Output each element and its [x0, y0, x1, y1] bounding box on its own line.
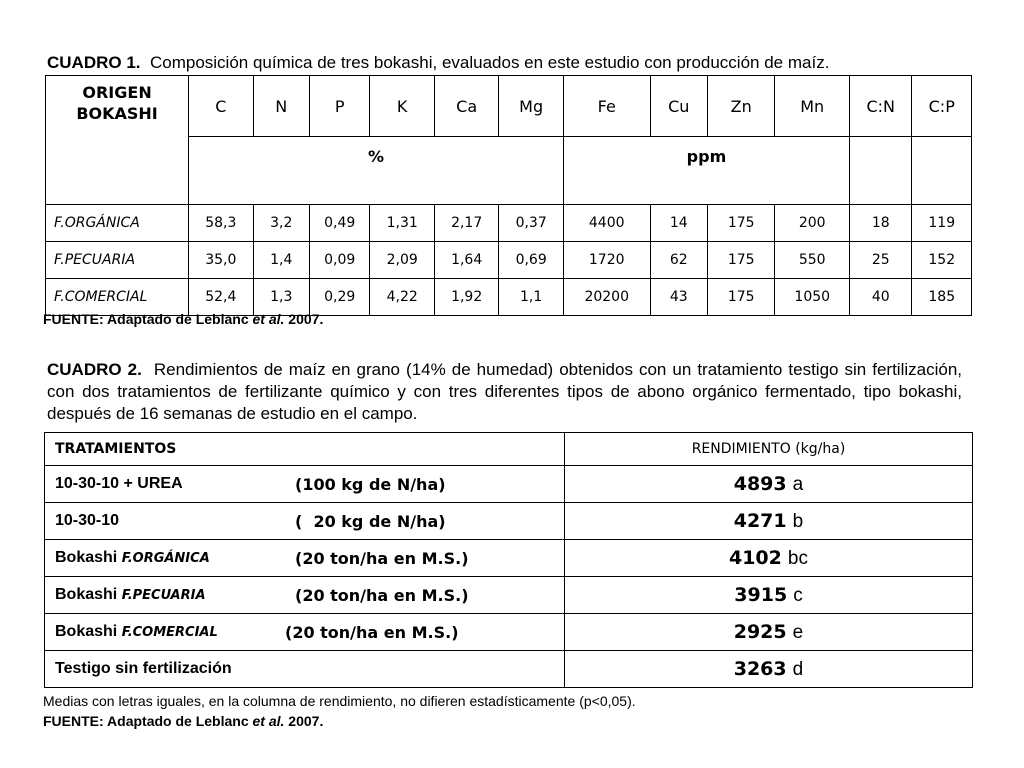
col-header: Zn — [707, 76, 775, 137]
cell: 1,3 — [253, 279, 309, 316]
cell: 175 — [707, 205, 775, 242]
yield-cell: 4102 bc — [565, 540, 973, 577]
cell: 2,17 — [434, 205, 498, 242]
row-name: F.ORGÁNICA — [46, 205, 189, 242]
cell: 0,37 — [499, 205, 563, 242]
row-name: F.COMERCIAL — [46, 279, 189, 316]
col-header: Ca — [434, 76, 498, 137]
col-header: N — [253, 76, 309, 137]
col-header: C — [189, 76, 253, 137]
cell: 0,49 — [309, 205, 369, 242]
cell: 0,29 — [309, 279, 369, 316]
cell: 119 — [912, 205, 972, 242]
cell: 1,4 — [253, 242, 309, 279]
treatment-cell: 10-30-10 + UREA (100 kg de N/ha) — [45, 466, 565, 503]
cell: 40 — [850, 279, 912, 316]
table-row — [46, 242, 972, 279]
table-row — [46, 279, 972, 316]
yield-cell: 4893 a — [565, 466, 973, 503]
cuadro1-label: CUADRO 1. — [47, 53, 141, 72]
col-header: Mn — [775, 76, 850, 137]
table-row — [45, 614, 973, 651]
cuadro1-title: Composición química de tres bokashi, evaluados en este estudio con producción de maíz. — [149, 53, 830, 72]
cell: 43 — [650, 279, 707, 316]
cuadro2-title: Rendimientos de maíz en grano (14% de humedad) obtenidos con un tratamiento testigo sin fertilización, con dos tratamientos de fertilizante químico y con tres diferentes tipos de abono orgánico fermentado, tipo bokashi, después de 16 semanas de estudio en el campo. — [47, 360, 963, 423]
treatment-cell: Testigo sin fertilización — [45, 651, 565, 688]
cell: 152 — [912, 242, 972, 279]
cuadro1-header-row — [46, 76, 972, 137]
cell: 1050 — [775, 279, 850, 316]
treatment-cell: Bokashi F.PECUARIA (20 ton/ha en M.S.) — [45, 577, 565, 614]
cell: 62 — [650, 242, 707, 279]
cell: 550 — [775, 242, 850, 279]
col-header: K — [370, 76, 434, 137]
cell: 14 — [650, 205, 707, 242]
yield-cell: 2925 e — [565, 614, 973, 651]
table-row — [45, 651, 973, 688]
yield-cell: 3263 d — [565, 651, 973, 688]
col-header: C:P — [912, 76, 972, 137]
cell: 4400 — [563, 205, 650, 242]
cuadro1-source: FUENTE: Adaptado de Leblanc et al. 2007. — [43, 311, 324, 327]
col-header: P — [309, 76, 369, 137]
unit-empty — [850, 137, 912, 205]
cell: 52,4 — [189, 279, 253, 316]
cell: 25 — [850, 242, 912, 279]
table-row — [46, 205, 972, 242]
cuadro2-label: CUADRO 2. — [47, 360, 142, 379]
cell: 0,09 — [309, 242, 369, 279]
cell: 185 — [912, 279, 972, 316]
col-header: Mg — [499, 76, 563, 137]
cell: 18 — [850, 205, 912, 242]
cell: 175 — [707, 279, 775, 316]
cell: 1,1 — [499, 279, 563, 316]
table-row — [45, 503, 973, 540]
dose: (100 kg de N/ha) — [295, 475, 446, 494]
table-row — [45, 540, 973, 577]
col-header: Cu — [650, 76, 707, 137]
header-yield: RENDIMIENTO (kg/ha) — [565, 433, 973, 466]
cell: 1,31 — [370, 205, 434, 242]
treatment-cell: 10-30-10 ( 20 kg de N/ha) — [45, 503, 565, 540]
unit-percent: % — [189, 137, 564, 205]
cell: 1,92 — [434, 279, 498, 316]
dose: (20 ton/ha en M.S.) — [295, 549, 469, 568]
unit-empty — [912, 137, 972, 205]
cell: 2,09 — [370, 242, 434, 279]
table-row — [45, 577, 973, 614]
cell: 58,3 — [189, 205, 253, 242]
yield-cell: 3915 c — [565, 577, 973, 614]
cuadro2-table — [44, 432, 973, 688]
treatment-cell: Bokashi F.COMERCIAL (20 ton/ha en M.S.) — [45, 614, 565, 651]
cell: 1720 — [563, 242, 650, 279]
dose: ( 20 kg de N/ha) — [295, 512, 446, 531]
cell: 0,69 — [499, 242, 563, 279]
cuadro2-source: FUENTE: Adaptado de Leblanc et al. 2007. — [43, 713, 324, 729]
treatment-cell: Bokashi F.ORGÁNICA (20 ton/ha en M.S.) — [45, 540, 565, 577]
dose: (20 ton/ha en M.S.) — [295, 586, 469, 605]
cuadro2-header-row — [45, 433, 973, 466]
cell: 1,64 — [434, 242, 498, 279]
cell: 175 — [707, 242, 775, 279]
cuadro1-caption — [47, 52, 987, 74]
cell: 35,0 — [189, 242, 253, 279]
cell: 3,2 — [253, 205, 309, 242]
row-name: F.PECUARIA — [46, 242, 189, 279]
cell: 20200 — [563, 279, 650, 316]
cell: 4,22 — [370, 279, 434, 316]
cell: 200 — [775, 205, 850, 242]
cuadro2-caption — [47, 359, 962, 425]
dose: (20 ton/ha en M.S.) — [285, 623, 459, 642]
yield-cell: 4271 b — [565, 503, 973, 540]
origin-header: ORIGEN BOKASHI — [46, 76, 189, 205]
header-treatments: TRATAMIENTOS — [45, 433, 565, 466]
unit-ppm: ppm — [563, 137, 849, 205]
col-header: C:N — [850, 76, 912, 137]
col-header: Fe — [563, 76, 650, 137]
cuadro2-note: Medias con letras iguales, en la columna de rendimiento, no difieren estadísticamente (p<0,05). — [43, 693, 636, 709]
cuadro1-table — [45, 75, 972, 316]
table-row — [45, 466, 973, 503]
